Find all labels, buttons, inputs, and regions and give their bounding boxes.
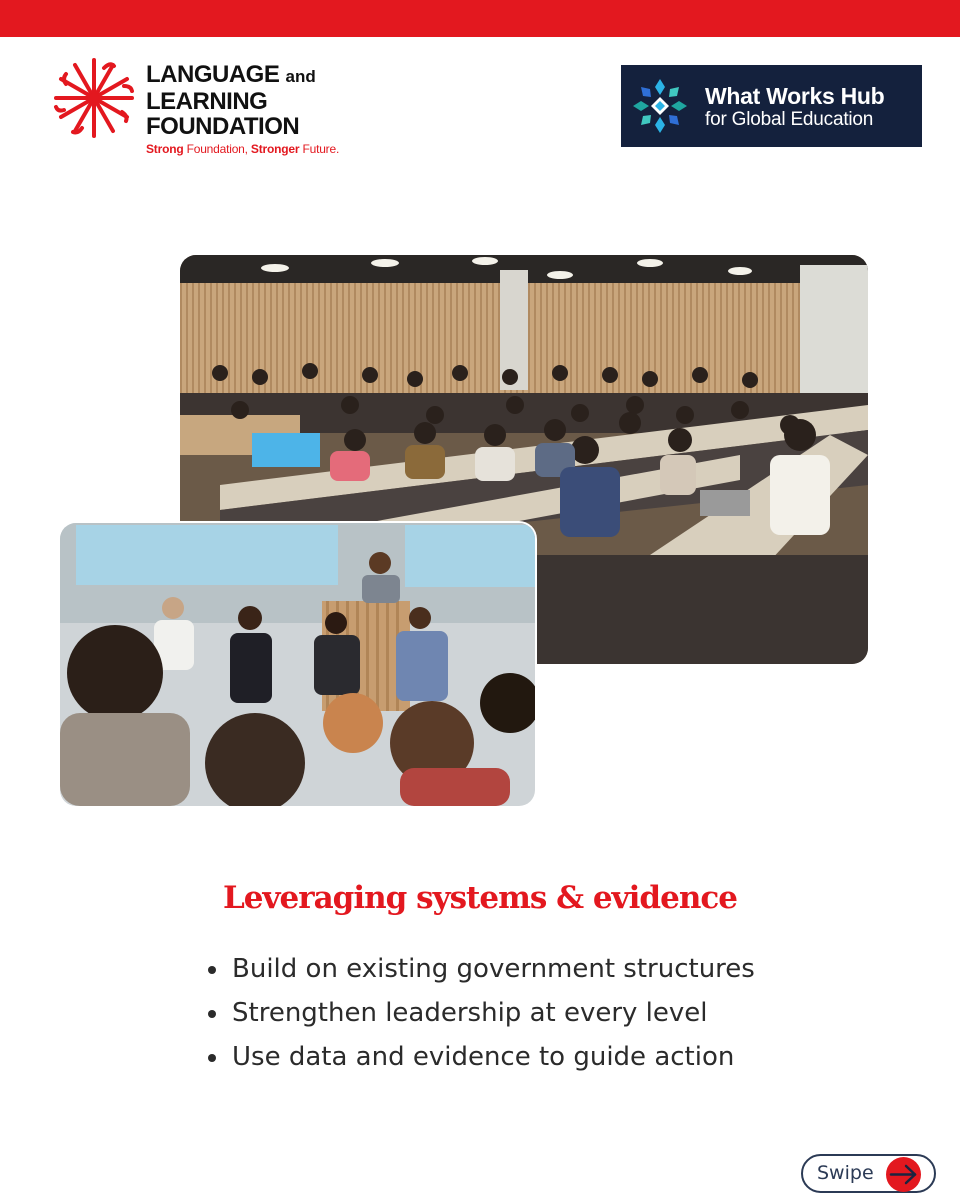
llf-tagline [146, 142, 339, 156]
tagline-part-1: Foundation, [183, 142, 251, 156]
wwh-subtitle: for Global Education [705, 109, 874, 130]
tagline-strong-2: Stronger [250, 142, 300, 156]
wwh-snowflake-logo-icon [631, 77, 689, 135]
bullet-text: Use data and evidence to guide action [232, 1042, 735, 1072]
bullet-dot-icon [208, 1010, 216, 1018]
arrow-right-icon [886, 1157, 921, 1192]
llf-line3: FOUNDATION [146, 113, 300, 140]
wwh-title: What Works Hub [705, 83, 885, 109]
panel-discussion-photo [60, 523, 535, 806]
llf-logo [52, 56, 342, 156]
bullet-text: Build on existing government structures [232, 954, 755, 984]
bullet-item [206, 952, 755, 996]
bullet-text: Strengthen leadership at every level [232, 998, 708, 1028]
bullet-dot-icon [208, 1054, 216, 1062]
swipe-button[interactable] [801, 1154, 936, 1193]
bullet-list [206, 952, 755, 1084]
llf-line1: LANGUAGE [146, 61, 280, 88]
swipe-label: Swipe [817, 1162, 874, 1184]
wwh-logo [621, 65, 922, 147]
bullet-dot-icon [208, 966, 216, 974]
top-red-bar [0, 0, 960, 37]
llf-line1-and: and [285, 67, 316, 86]
tagline-strong-1: Strong [146, 142, 184, 156]
tagline-part-2: Future. [299, 142, 340, 156]
llf-wordmark [146, 62, 316, 139]
llf-star-logo-icon [52, 56, 136, 140]
bullet-item [206, 1040, 755, 1084]
bullet-item [206, 996, 755, 1040]
llf-line2: LEARNING [146, 88, 268, 115]
section-heading: Leveraging systems & evidence [223, 880, 737, 916]
